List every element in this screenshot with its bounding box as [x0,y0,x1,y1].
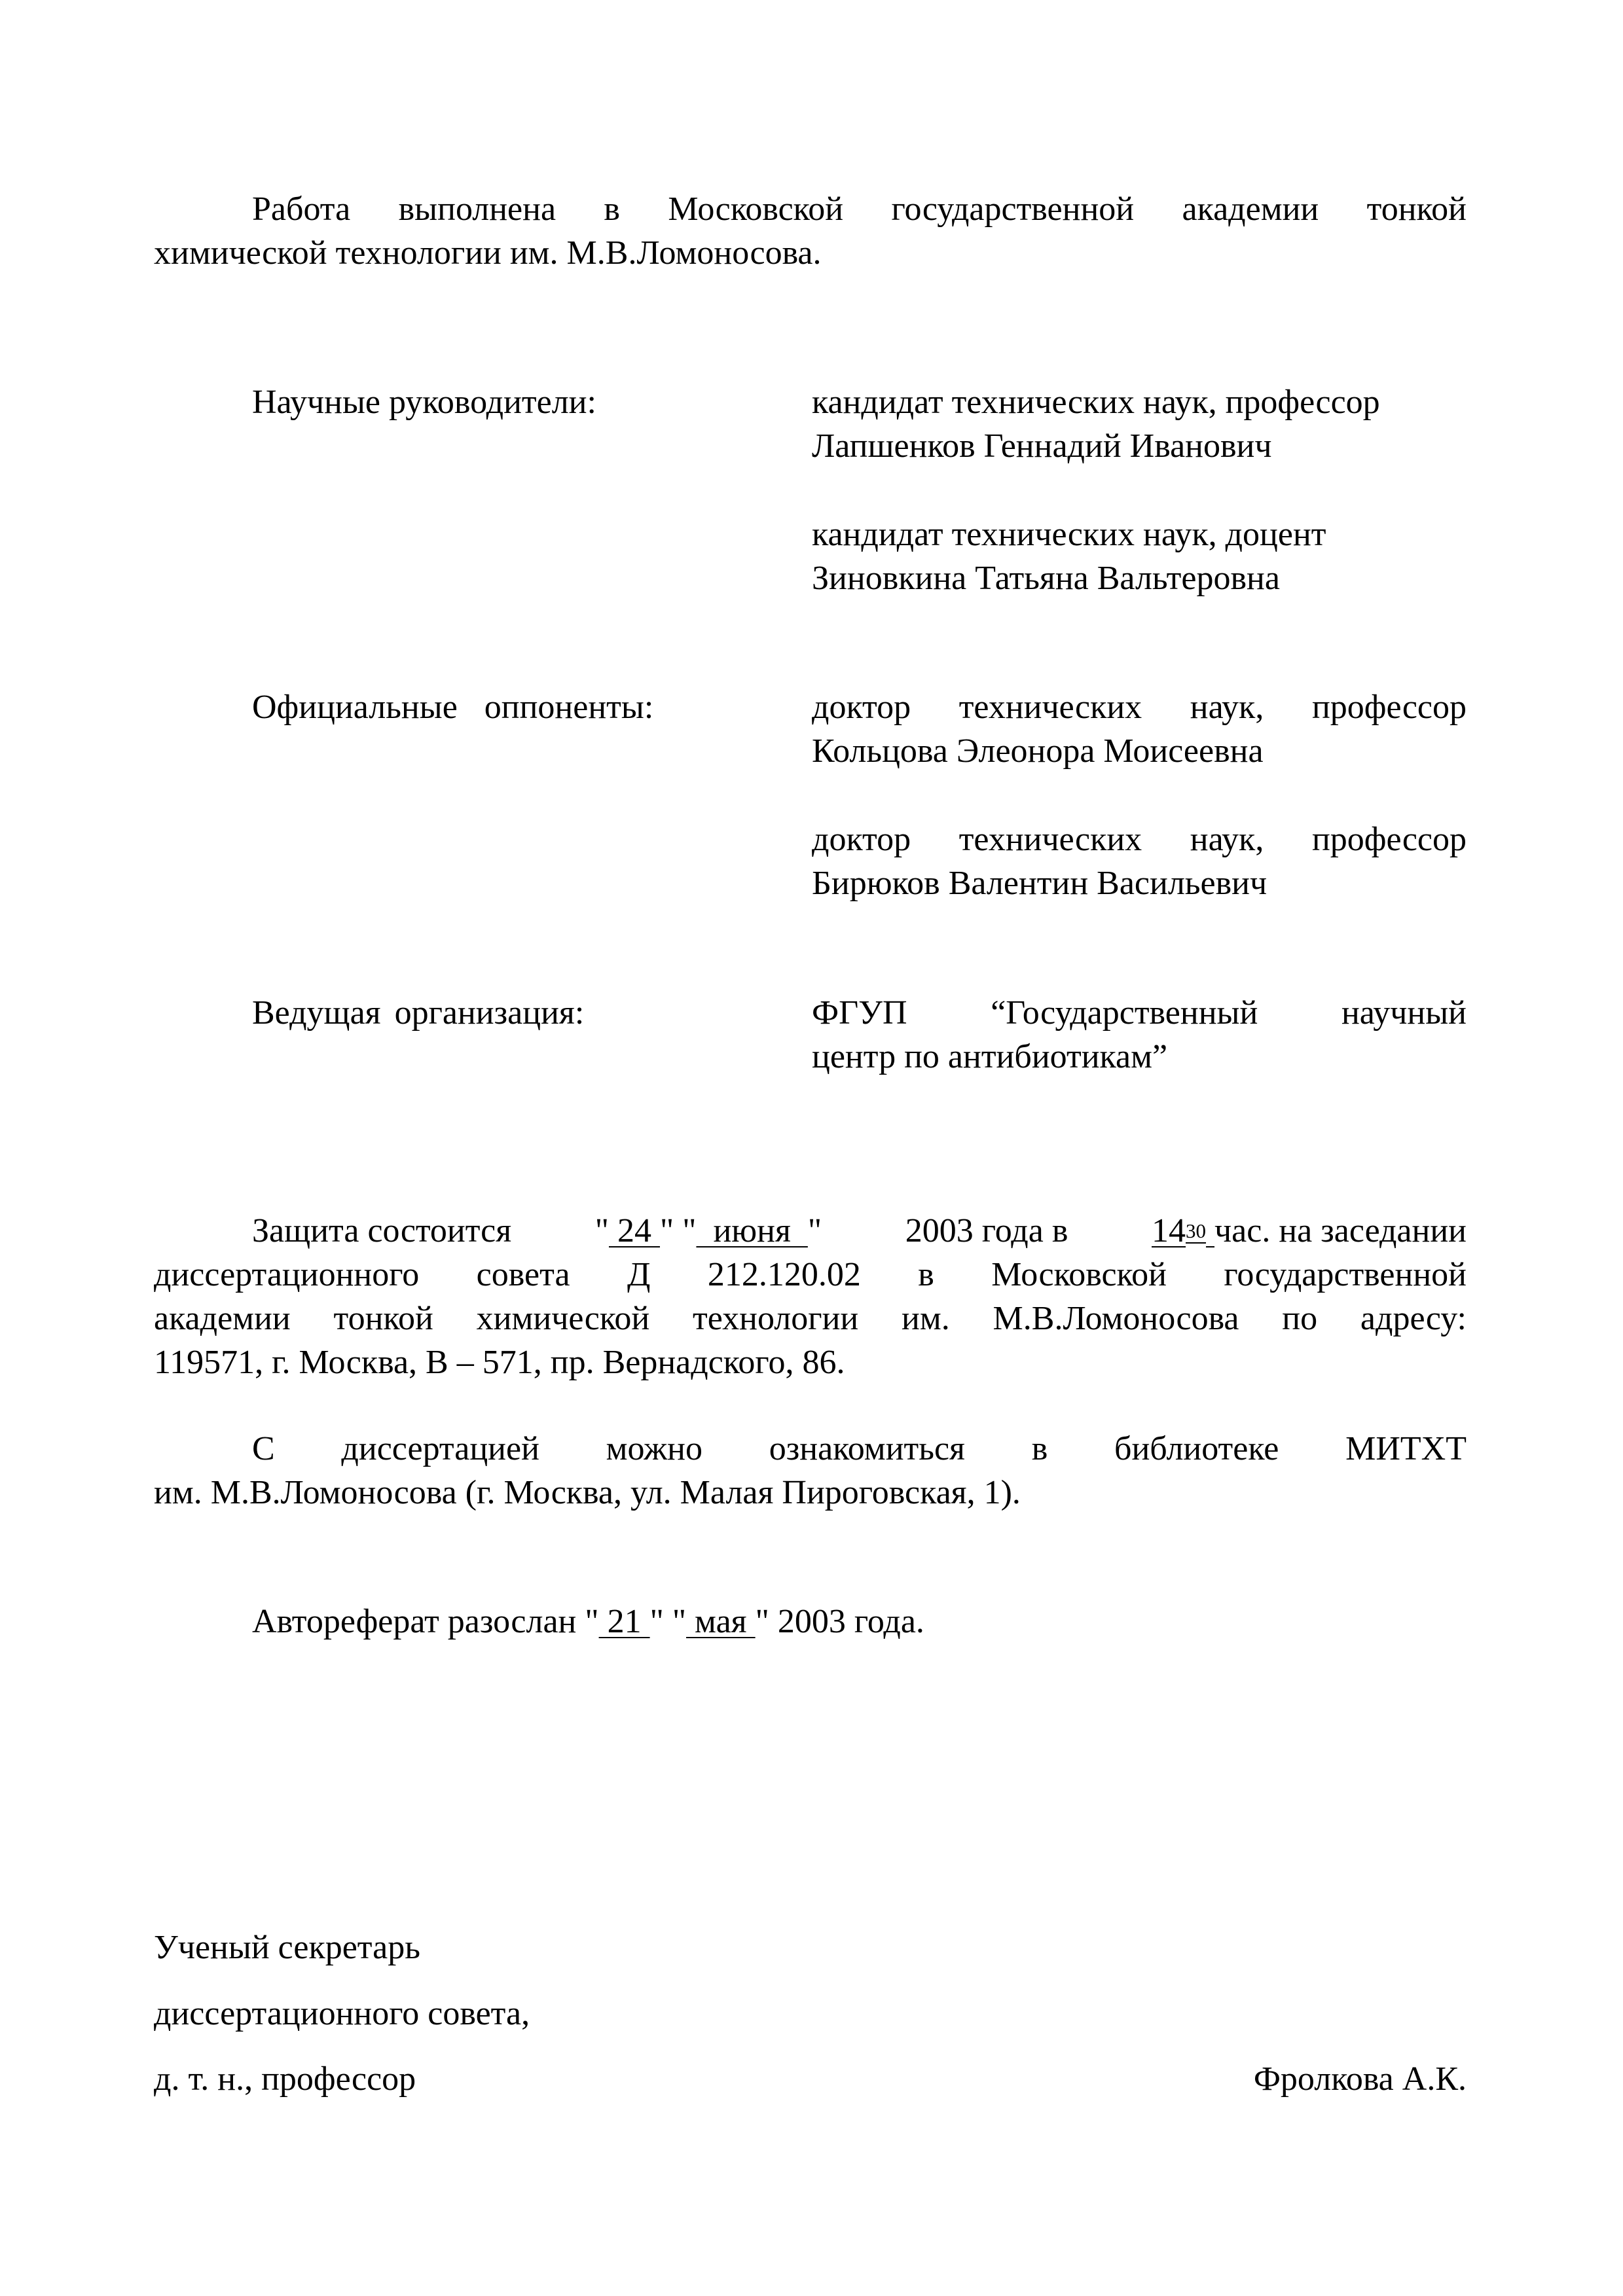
intro-line-2: химической технологии им. М.В.Ломоносова. [154,234,822,272]
defense-day: 24 [609,1212,660,1249]
signature-line-3: д. т. н., профессор [154,2060,416,2098]
library-line-2: им. М.В.Ломоносова (г. Москва, ул. Малая Пироговская, 1). [154,1474,1021,1511]
mailing-year: 2003 года. [777,1603,924,1640]
leading-org-label: Ведущая организация: [252,994,585,1031]
intro-line-1: Работа выполнена в Московской государственной академии тонкой [252,190,1467,228]
leading-org-line-1: ФГУП “Государственный научный [812,994,1467,1031]
opponents-label: Официальные оппоненты: [252,689,654,726]
opponent-1-title: доктор технических наук, профессор [812,689,1467,726]
defense-line-1 [252,1209,1467,1253]
defense-hour: 14 [1152,1212,1186,1249]
defense-after-time: час. на заседании [1214,1212,1467,1249]
mailing-prefix: Автореферат разослан [252,1603,577,1640]
defense-minutes: 30 [1186,1219,1207,1242]
defense-line-2: диссертационного совета Д 212.120.02 в Московской государственной [154,1256,1467,1293]
defense-prefix: Защита состоится [252,1212,512,1249]
defense-line-3: академии тонкой химической технологии им. М.В.Ломоносова по адресу: [154,1300,1467,1337]
mailing-month: мая [686,1603,756,1640]
supervisor-1-name: Лапшенков Геннадий Иванович [812,427,1272,465]
signature-name: Фролкова А.К. [1253,2060,1467,2098]
mailing-line: Автореферат разослан " 21 " " мая " 2003 года. [252,1603,924,1640]
defense-line-4: 119571, г. Москва, В – 571, пр. Вернадского, 86. [154,1344,845,1381]
defense-time [1152,1209,1467,1253]
defense-date: " 24 " " июня " [594,1212,822,1249]
defense-year: 2003 года в [905,1212,1068,1249]
leading-org-line-2: центр по антибиотикам” [812,1038,1168,1075]
library-line-1: С диссертацией можно ознакомиться в библиотеке МИТХТ [252,1430,1467,1467]
supervisor-2-title: кандидат технических наук, доцент [812,516,1326,553]
opponent-2-name: Бирюков Валентин Васильевич [812,865,1267,902]
supervisor-1-title: кандидат технических наук, профессор [812,384,1380,421]
signature-line-2: диссертационного совета, [154,1995,530,2032]
supervisors-label: Научные руководители: [252,384,596,421]
defense-month: июня [696,1212,808,1249]
signature-line-1: Ученый секретарь [154,1929,420,1966]
opponent-1-name: Кольцова Элеонора Моисеевна [812,732,1264,770]
mailing-day: 21 [598,1603,650,1640]
supervisor-2-name: Зиновкина Татьяна Вальтеровна [812,560,1280,597]
opponent-2-title: доктор технических наук, профессор [812,821,1467,858]
